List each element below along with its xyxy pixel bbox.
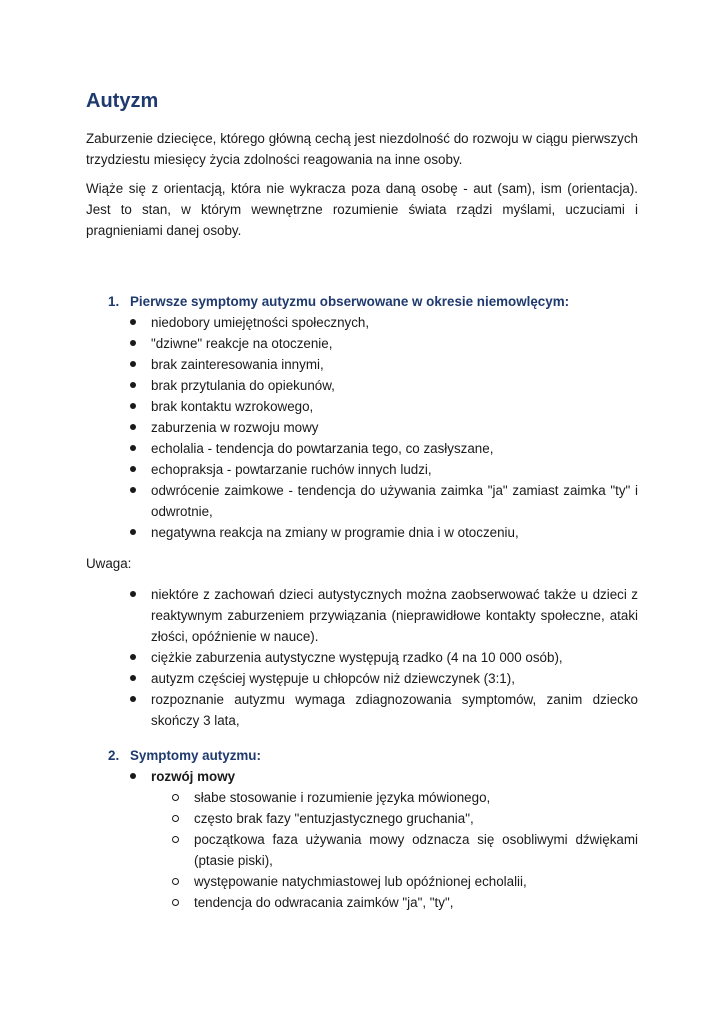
list-item: negatywna reakcja na zmiany w programie dnia i w otoczeniu, — [86, 522, 638, 543]
list-item: rozpoznanie autyzmu wymaga zdiagnozowania symptomów, zanim dziecko skończy 3 lata, — [86, 689, 638, 731]
bullet-icon — [130, 675, 136, 681]
bullet-icon — [130, 773, 136, 779]
circle-bullet-icon — [172, 878, 179, 885]
circle-bullet-icon — [172, 899, 179, 906]
bullet-icon — [130, 424, 136, 430]
bullet-icon — [130, 403, 136, 409]
list-item: brak zainteresowania innymi, — [86, 354, 638, 375]
list-item: "dziwne" reakcje na otoczenie, — [86, 333, 638, 354]
bullet-icon — [130, 466, 136, 472]
list-item: zaburzenia w rozwoju mowy — [86, 417, 638, 438]
list-item: autyzm częściej występuje u chłopców niż dziewczynek (3:1), — [86, 668, 638, 689]
list-item: niektóre z zachowań dzieci autystycznych można zaobserwować także u dzieci z reaktywnym zaburzeniem przywiązania (nieprawidłowe kontakty społeczne, ataki złości, opóźnienie w nauce). — [86, 584, 638, 647]
document-page — [86, 88, 638, 913]
list-item: brak kontaktu wzrokowego, — [86, 396, 638, 417]
intro-paragraph-1: Zaburzenie dziecięce, którego główną cechą jest niezdolność do rozwoju w ciągu pierwszych trzydziestu miesięcy życia zdolności reagowania na inne osoby. — [86, 131, 638, 167]
list-item: brak przytulania do opiekunów, — [86, 375, 638, 396]
bullet-icon — [130, 382, 136, 388]
list-item — [86, 766, 638, 787]
section-1-heading — [86, 291, 638, 312]
bullet-icon — [130, 340, 136, 346]
section-2-list — [86, 766, 638, 787]
bullet-icon — [130, 696, 136, 702]
bullet-icon — [130, 319, 136, 325]
list-item: tendencja do odwracania zaimków "ja", "ty", — [86, 892, 638, 913]
circle-bullet-icon — [172, 836, 179, 843]
bullet-icon — [130, 445, 136, 451]
list-item: początkowa faza używania mowy odznacza się osobliwymi dźwiękami (ptasie piski), — [86, 829, 638, 871]
page-title: Autyzm — [86, 90, 159, 112]
note-label: Uwaga: — [86, 556, 132, 571]
section-2-heading-text: Symptomy autyzmu: — [130, 748, 261, 763]
section-2-sublist — [86, 787, 638, 913]
note-list — [86, 584, 638, 731]
bullet-icon — [130, 591, 136, 597]
list-item: echolalia - tendencja do powtarzania tego, co zasłyszane, — [86, 438, 638, 459]
section-2-subheading: rozwój mowy — [151, 769, 236, 784]
bullet-icon — [130, 487, 136, 493]
list-item: echopraksja - powtarzanie ruchów innych ludzi, — [86, 459, 638, 480]
section-1-heading-text: Pierwsze symptomy autyzmu obserwowane w okresie niemowlęcym: — [130, 294, 570, 309]
section-1-list — [86, 312, 638, 543]
circle-bullet-icon — [172, 815, 179, 822]
intro-paragraph-2: Wiąże się z orientacją, która nie wykracza poza daną osobę - aut (sam), ism (orientacja). Jest to stan, w którym wewnętrzne rozumienie świata rządzi myślami, uczuciami i pragnieniami danej osoby. — [86, 181, 638, 238]
list-item: słabe stosowanie i rozumienie języka mówionego, — [86, 787, 638, 808]
bullet-icon — [130, 529, 136, 535]
bullet-icon — [130, 654, 136, 660]
section-1-number: 1. — [108, 294, 120, 309]
circle-bullet-icon — [172, 794, 179, 801]
list-item: ciężkie zaburzenia autystyczne występują rzadko (4 na 10 000 osób), — [86, 647, 638, 668]
section-2-heading — [86, 745, 638, 766]
list-item: niedobory umiejętności społecznych, — [86, 312, 638, 333]
list-item: występowanie natychmiastowej lub opóźnionej echolalii, — [86, 871, 638, 892]
section-2-number: 2. — [108, 748, 120, 763]
list-item: odwrócenie zaimkowe - tendencja do używania zaimka "ja" zamiast zaimka "ty" i odwrotnie, — [86, 480, 638, 522]
bullet-icon — [130, 361, 136, 367]
list-item: często brak fazy "entuzjastycznego gruchania", — [86, 808, 638, 829]
